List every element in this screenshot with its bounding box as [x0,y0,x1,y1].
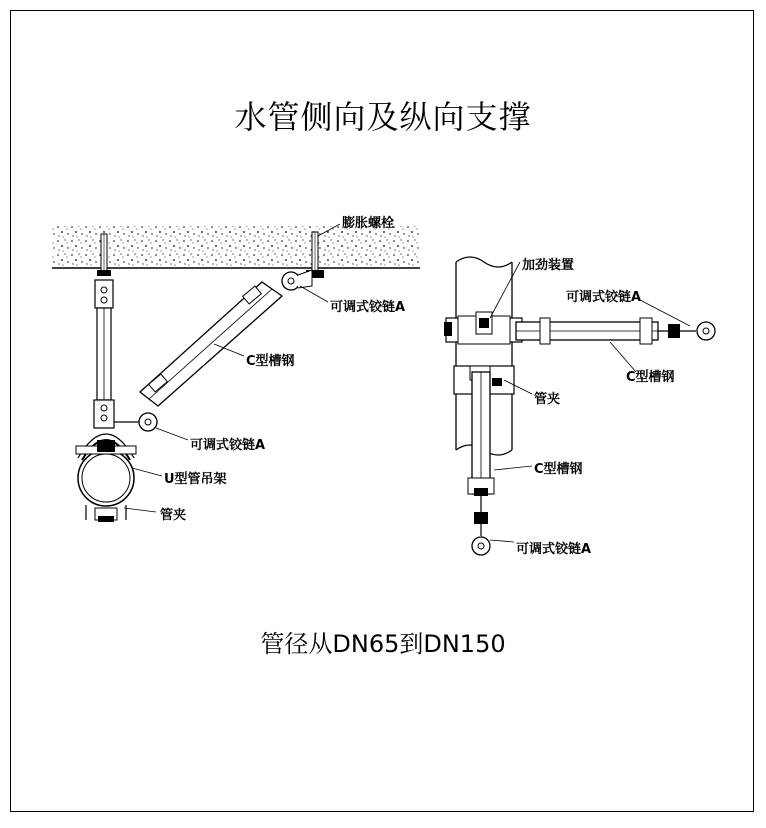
label-u-hanger: U型管吊架 [164,472,227,487]
left-view [52,224,420,522]
label-hinge-bottom: 可调式铰链A [190,438,266,453]
diagonal-brace [140,282,282,406]
drawing-title: 水管侧向及纵向支撑 [234,98,532,136]
left-pipe-and-u-hanger [76,434,136,522]
label-channel-steel-v: C型槽钢 [534,462,583,477]
label-hinge-right: 可调式铰链A [566,290,642,305]
label-pipe-clamp-left: 管夹 [160,508,187,523]
vertical-channel [468,372,494,496]
horizontal-channel [516,318,658,344]
pipe-size-range: 管径从DN65到DN150 [260,630,506,658]
label-stiffener: 加劲装置 [522,258,575,273]
bottom-hinge [114,413,157,431]
label-hinge-bottom-right: 可调式铰链A [516,542,592,557]
right-hinge [658,322,715,340]
label-channel-steel: C型槽钢 [246,354,295,369]
vertical-hanger-assembly [94,280,114,428]
label-anchor-bolt: 膨胀螺栓 [342,216,395,231]
label-pipe-clamp-right: 管夹 [534,392,561,407]
right-bottom-hinge [472,494,490,555]
label-hinge-top: 可调式铰链A [330,300,406,315]
top-hinge [282,270,312,290]
label-channel-steel-h: C型槽钢 [626,370,675,385]
